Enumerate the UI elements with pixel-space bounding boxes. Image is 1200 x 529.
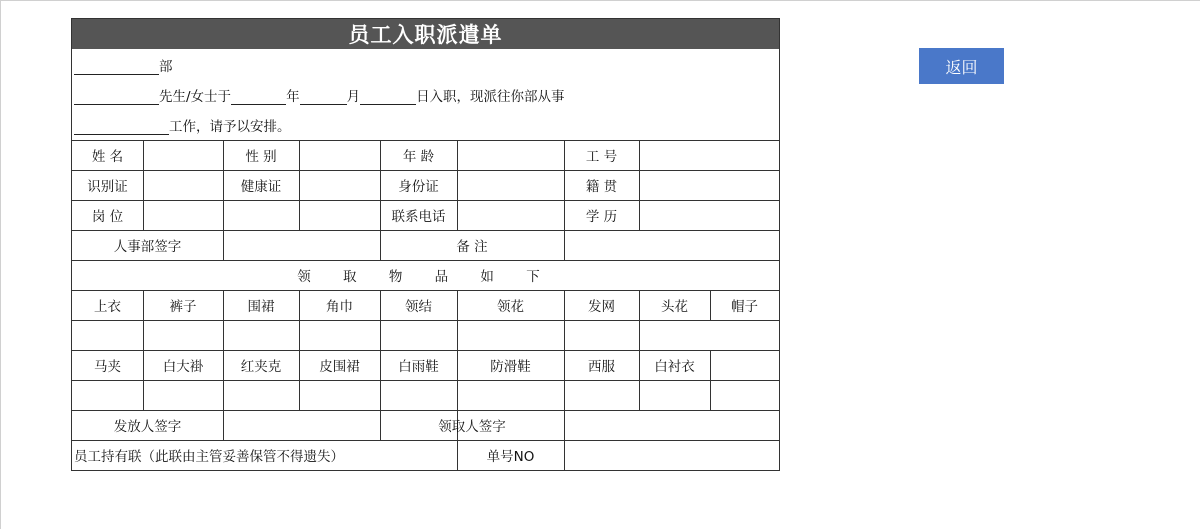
id-badge-value[interactable]	[143, 170, 223, 200]
item-label: 裤子	[169, 299, 197, 315]
age-label: 年 龄	[402, 149, 435, 165]
remarks-field[interactable]	[564, 230, 779, 260]
dispatch-form	[71, 18, 780, 471]
employee-id-value[interactable]	[639, 140, 779, 170]
name-label: 姓 名	[91, 149, 124, 165]
id-badge-label: 识别证	[87, 179, 128, 195]
year-label: 年	[286, 89, 300, 105]
receiver-signature-label: 领取人签字	[438, 419, 506, 435]
department-label: 部	[159, 59, 173, 75]
item-label: 领花	[497, 299, 524, 315]
item-label: 角巾	[326, 299, 353, 315]
footer-note: 员工持有联（此联由主管妥善保管不得遗失）	[74, 449, 344, 465]
hometown-label: 籍 贯	[585, 179, 618, 195]
item-label: 白大褂	[162, 359, 204, 375]
assignment-text: 日入职，现派往你部从事	[416, 89, 565, 105]
issuer-signature-label: 发放人签字	[113, 419, 182, 435]
month-label: 月	[346, 89, 361, 105]
employee-id-label: 工 号	[585, 149, 618, 165]
hr-signature-label: 人事部签字	[113, 239, 182, 255]
form-title: 员工入职派遣单	[72, 19, 779, 49]
health-cert-label: 健康证	[240, 179, 282, 195]
id-card-label: 身份证	[398, 179, 439, 195]
item-label: 红夹克	[240, 359, 282, 375]
return-button[interactable]: 返回	[919, 48, 1004, 84]
intro-line-2	[74, 85, 565, 105]
job-blank[interactable]	[74, 120, 169, 135]
items-header: 领 取 物 品 如 下	[297, 269, 554, 285]
item-label: 西服	[588, 359, 615, 375]
remarks-label: 备 注	[456, 239, 488, 255]
education-value[interactable]	[639, 200, 779, 230]
intro-line-1	[74, 55, 173, 75]
blank-cell[interactable]	[223, 200, 299, 230]
intro-line-3	[74, 115, 291, 135]
education-label: 学 历	[585, 209, 618, 225]
phone-label: 联系电话	[391, 209, 446, 225]
item-label: 发网	[588, 299, 615, 315]
position-value[interactable]	[143, 200, 223, 230]
month-blank[interactable]	[300, 90, 347, 105]
hr-signature-field[interactable]	[223, 230, 380, 260]
doc-number-field[interactable]	[564, 440, 779, 470]
intro-section	[72, 49, 779, 141]
health-cert-value[interactable]	[299, 170, 380, 200]
gender-label: 性 别	[245, 149, 277, 165]
honorific-label: 先生/女士于	[159, 89, 232, 105]
position-label: 岗 位	[91, 209, 124, 225]
item-label: 头花	[661, 299, 688, 315]
blank-cell[interactable]	[299, 200, 380, 230]
item-label	[710, 350, 779, 380]
item-label: 围裙	[247, 299, 275, 315]
id-card-value[interactable]	[457, 170, 564, 200]
phone-value[interactable]	[457, 200, 564, 230]
issuer-signature-field[interactable]	[223, 410, 380, 440]
gender-value[interactable]	[299, 140, 380, 170]
receiver-signature-field[interactable]	[564, 410, 779, 440]
name-value[interactable]	[143, 140, 223, 170]
age-value[interactable]	[457, 140, 564, 170]
item-label: 防滑鞋	[490, 359, 531, 375]
item-label: 上衣	[94, 299, 121, 315]
item-label: 领结	[405, 299, 432, 315]
item-label: 白衬衣	[654, 359, 695, 375]
item-label: 皮围裙	[319, 359, 360, 375]
item-label: 马夹	[94, 359, 121, 375]
form-grid	[72, 140, 779, 470]
item-label: 帽子	[731, 299, 758, 315]
hometown-value[interactable]	[639, 170, 779, 200]
name-blank[interactable]	[74, 90, 159, 105]
day-blank[interactable]	[360, 90, 416, 105]
arrangement-text: 工作，请予以安排。	[169, 119, 291, 135]
year-blank[interactable]	[231, 90, 286, 105]
doc-number-label: 单号NO	[486, 449, 535, 465]
item-label: 白雨鞋	[398, 359, 439, 375]
department-blank[interactable]	[74, 60, 159, 75]
